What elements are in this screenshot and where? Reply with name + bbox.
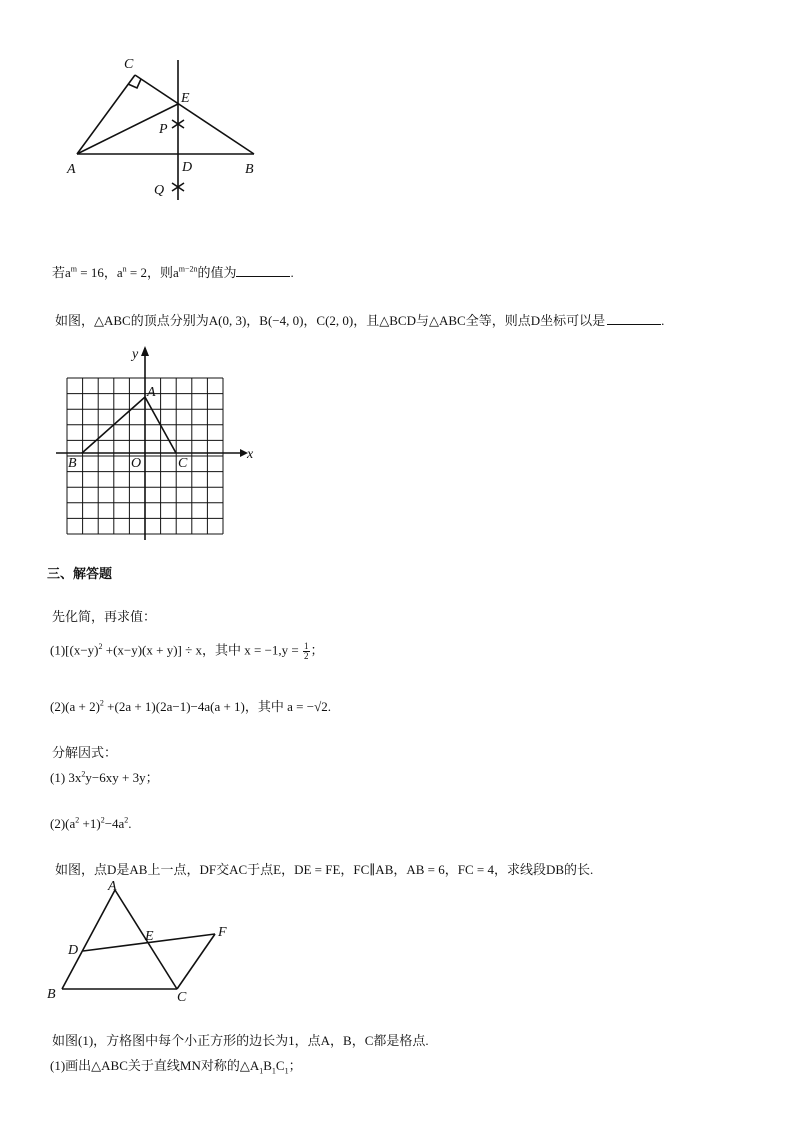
question-segment: 如图，点D是AB上一点，DF交AC于点E，DE = FE，FC∥AB，AB = 6，FC = 4，求线段DB的长. <box>55 862 594 877</box>
fraction-one-half: $\frac{1}{2}$ <box>304 641 309 661</box>
question-grid-part1: (1)画出△ABC关于直线MN对称的$\triangle A_1B_1C_1$； <box>50 1058 302 1076</box>
question-simplify-part1: $(1)[(x-y)^2 +(x-y)(x + y)] \div x$，其中 x = −1,y = $\frac{1}{2}$ ； <box>50 641 324 661</box>
label-B: B <box>68 456 77 471</box>
question-congruent: 如图，△ABC的顶点分别为A(0, 3)，B(−4, 0)，C(2, 0)，且△BCD与△ABC全等，则点D坐标可以是 . <box>55 313 665 328</box>
label-C: C <box>124 57 134 72</box>
question-factor-part2: $(2)(a^2 +1)^2-4a^2$. <box>50 815 132 831</box>
label-x: x <box>247 447 254 462</box>
section-heading: 三、解答题 <box>47 566 113 581</box>
label-A: A <box>108 879 117 894</box>
label-P: P <box>159 122 168 137</box>
question-power: 若$a^m = 16$，$a^n = 2$，则$a^{m-2n}$的值为 . <box>52 264 294 280</box>
question-simplify-part2: $(2)(a + 2)^2 +(2a + 1)(2a-1)-4a(a + 1)$，其中 a = −√2. <box>50 698 331 714</box>
figure-triangle-bisector <box>0 0 794 240</box>
question-factor-part1: (1) $3x^2y-6xy + 3y$； <box>50 769 159 785</box>
label-Q: Q <box>154 183 165 198</box>
label-A: A <box>67 162 76 177</box>
label-C: C <box>177 990 187 1005</box>
label-F: F <box>218 925 227 940</box>
label-E: E <box>145 929 154 944</box>
label-O: O <box>131 456 142 471</box>
answer-blank[interactable] <box>607 312 661 325</box>
answer-blank[interactable] <box>236 264 290 277</box>
label-D: D <box>68 943 79 958</box>
figure-triangle-parallel <box>0 876 794 1006</box>
question-grid: 如图(1)，方格图中每个小正方形的边长为1，点A，B，C都是格点. <box>52 1033 429 1048</box>
question-simplify-intro: 先化简，再求值： <box>52 609 157 624</box>
label-A: A <box>147 385 156 400</box>
label-E: E <box>181 91 190 106</box>
question-factor-intro: 分解因式： <box>52 745 118 760</box>
label-y: y <box>132 347 139 362</box>
label-D: D <box>182 160 193 175</box>
label-C: C <box>178 456 188 471</box>
label-B: B <box>47 987 56 1002</box>
figure-coordinate-grid <box>0 340 794 540</box>
label-B: B <box>245 162 254 177</box>
